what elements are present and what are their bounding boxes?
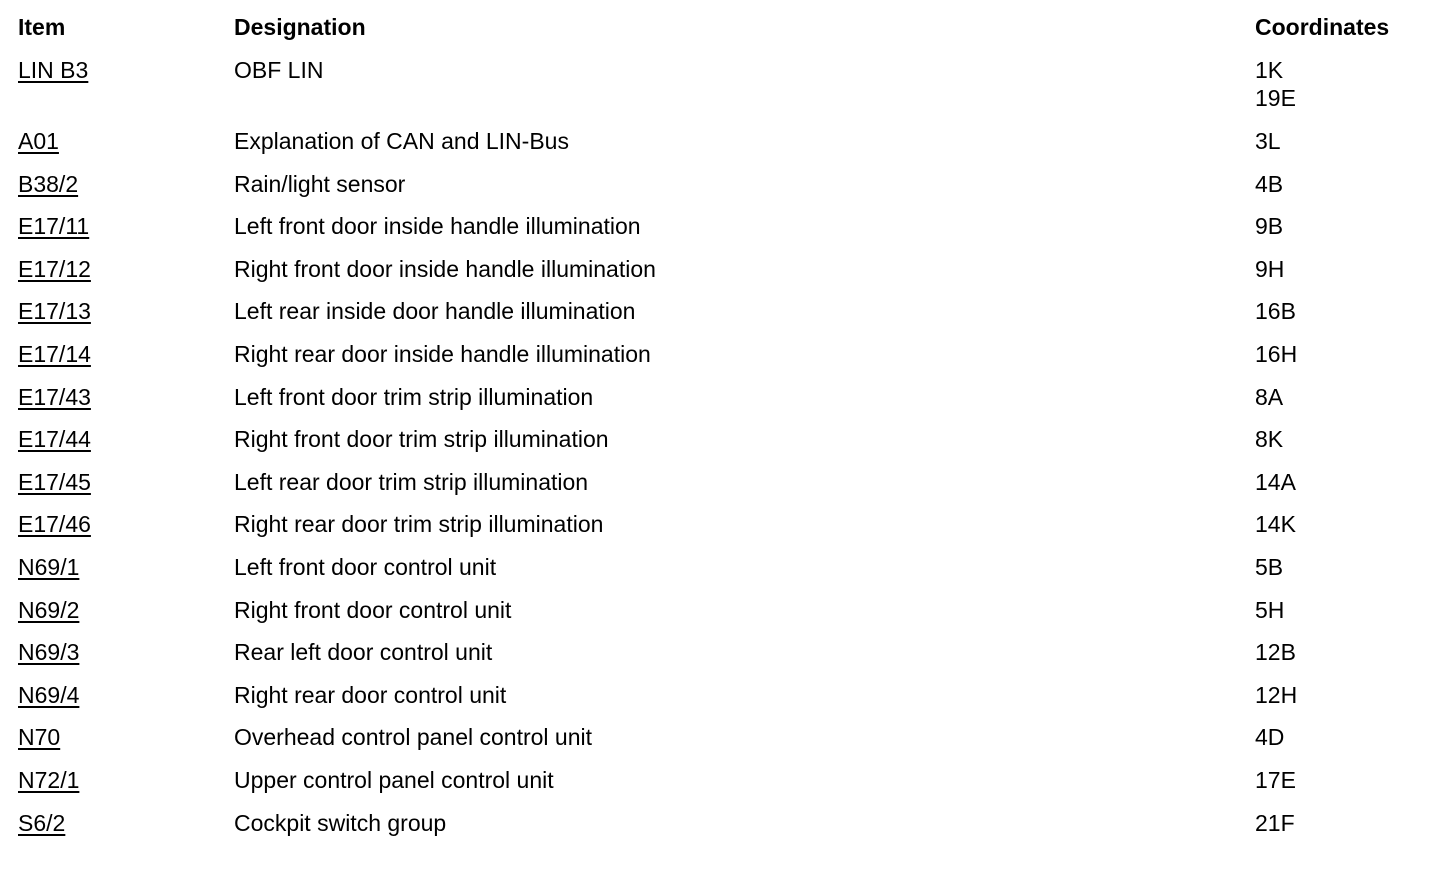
item-cell: [18, 809, 234, 852]
coordinate-value: 8A: [1255, 383, 1284, 410]
designation-cell: Cockpit switch group: [234, 809, 447, 836]
item-cell: [18, 212, 234, 255]
coordinate-value: 5H: [1255, 596, 1285, 623]
component-legend-table: [18, 13, 1418, 851]
item-cell: [18, 425, 234, 468]
item-cell: [18, 383, 234, 426]
item-link[interactable]: E17/12: [18, 255, 91, 282]
item-link[interactable]: N69/4: [18, 681, 80, 708]
item-cell: [18, 553, 234, 596]
designation-cell: Overhead control panel control unit: [234, 724, 592, 751]
item-cell: [18, 297, 234, 340]
coordinates-cell: [1255, 425, 1418, 468]
table-row: [18, 809, 1418, 852]
coordinate-value: 4B: [1255, 170, 1284, 197]
designation-cell: Upper control panel control unit: [234, 766, 554, 793]
coordinate-value: 4D: [1255, 724, 1285, 751]
table-row: [18, 468, 1418, 511]
table-row: [18, 340, 1418, 383]
item-link[interactable]: S6/2: [18, 809, 66, 836]
item-link[interactable]: E17/11: [18, 213, 90, 240]
item-cell: [18, 766, 234, 809]
item-link[interactable]: E17/44: [18, 426, 91, 453]
coordinates-cell: [1255, 127, 1418, 170]
item-link[interactable]: N69/1: [18, 553, 80, 580]
item-cell: [18, 681, 234, 724]
table-row: [18, 596, 1418, 639]
coordinates-cell: [1255, 56, 1418, 127]
item-link[interactable]: B38/2: [18, 170, 79, 197]
item-cell: [18, 468, 234, 511]
table-row: [18, 255, 1418, 298]
designation-cell: OBF LIN: [234, 57, 324, 83]
legend-body: [18, 56, 1418, 851]
coordinate-value: 12B: [1255, 639, 1296, 666]
designation-cell: Right rear door trim strip illumination: [234, 511, 604, 538]
item-link[interactable]: A01: [18, 128, 59, 154]
designation-cell: Explanation of CAN and LIN-Bus: [234, 128, 569, 154]
coordinate-value: 12H: [1255, 681, 1298, 708]
item-link[interactable]: E17/46: [18, 511, 91, 538]
item-cell: [18, 340, 234, 383]
coordinates-cell: [1255, 468, 1418, 511]
coordinate-value: 8K: [1255, 426, 1284, 453]
coordinate-value: 14K: [1255, 511, 1296, 538]
coordinates-column-header: Coordinates: [1255, 14, 1390, 40]
coordinates-cell: [1255, 297, 1418, 340]
coordinate-value: 21F: [1255, 809, 1295, 836]
coordinates-cell: [1255, 255, 1418, 298]
coordinate-value: 1K: [1255, 57, 1284, 83]
designation-cell: Right front door trim strip illumination: [234, 426, 609, 453]
item-link[interactable]: LIN B3: [18, 57, 89, 83]
coordinates-cell: [1255, 510, 1418, 553]
designation-cell: Left front door trim strip illumination: [234, 383, 594, 410]
item-cell: [18, 596, 234, 639]
item-cell: [18, 255, 234, 298]
coordinate-value: 5B: [1255, 553, 1284, 580]
table-row: [18, 297, 1418, 340]
coordinate-value: 14A: [1255, 468, 1296, 495]
item-cell: [18, 723, 234, 766]
coordinates-cell: [1255, 596, 1418, 639]
designation-cell: Left front door control unit: [234, 553, 497, 580]
item-link[interactable]: N70: [18, 724, 61, 751]
table-row: [18, 638, 1418, 681]
table-row: [18, 212, 1418, 255]
item-cell: [18, 127, 234, 170]
designation-cell: Left front door inside handle illumination: [234, 213, 641, 240]
coordinates-cell: [1255, 553, 1418, 596]
designation-cell: Rear left door control unit: [234, 639, 493, 666]
coordinates-cell: [1255, 809, 1418, 852]
designation-cell: Rain/light sensor: [234, 170, 406, 197]
table-row: [18, 510, 1418, 553]
table-row: [18, 127, 1418, 170]
item-link[interactable]: E17/43: [18, 383, 91, 410]
coordinate-value: 16H: [1255, 340, 1298, 367]
item-link[interactable]: N69/3: [18, 639, 80, 666]
designation-cell: Left rear inside door handle illumination: [234, 298, 636, 325]
table-row: [18, 383, 1418, 426]
designation-cell: Right rear door control unit: [234, 681, 507, 708]
designation-cell: Right front door control unit: [234, 596, 512, 623]
coordinates-cell: [1255, 170, 1418, 213]
coordinate-value: 19E: [1255, 85, 1296, 111]
coordinates-cell: [1255, 212, 1418, 255]
coordinates-cell: [1255, 383, 1418, 426]
item-cell: [18, 56, 234, 127]
table-row: [18, 170, 1418, 213]
designation-cell: Left rear door trim strip illumination: [234, 468, 589, 495]
coordinates-cell: [1255, 766, 1418, 809]
table-row: [18, 681, 1418, 724]
coordinates-cell: [1255, 340, 1418, 383]
coordinate-value: 9B: [1255, 213, 1284, 240]
coordinate-value: 3L: [1255, 128, 1281, 154]
item-link[interactable]: E17/45: [18, 468, 91, 495]
item-column-header: Item: [18, 14, 66, 40]
coordinate-value: 17E: [1255, 766, 1296, 793]
coordinate-value: 16B: [1255, 298, 1296, 325]
designation-column-header: Designation: [234, 14, 366, 40]
item-cell: [18, 170, 234, 213]
item-link[interactable]: E17/13: [18, 298, 91, 325]
table-row: [18, 56, 1418, 127]
item-link[interactable]: N72/1: [18, 766, 80, 793]
item-link[interactable]: N69/2: [18, 596, 80, 623]
table-row: [18, 766, 1418, 809]
item-link[interactable]: E17/14: [18, 340, 91, 367]
coordinate-value: 9H: [1255, 255, 1285, 282]
header-row: [18, 13, 1418, 56]
table-row: [18, 553, 1418, 596]
designation-cell: Right front door inside handle illumination: [234, 255, 656, 282]
item-cell: [18, 638, 234, 681]
coordinates-cell: [1255, 681, 1418, 724]
table-row: [18, 723, 1418, 766]
coordinates-cell: [1255, 723, 1418, 766]
item-cell: [18, 510, 234, 553]
designation-cell: Right rear door inside handle illumination: [234, 340, 651, 367]
coordinates-cell: [1255, 638, 1418, 681]
table-row: [18, 425, 1418, 468]
